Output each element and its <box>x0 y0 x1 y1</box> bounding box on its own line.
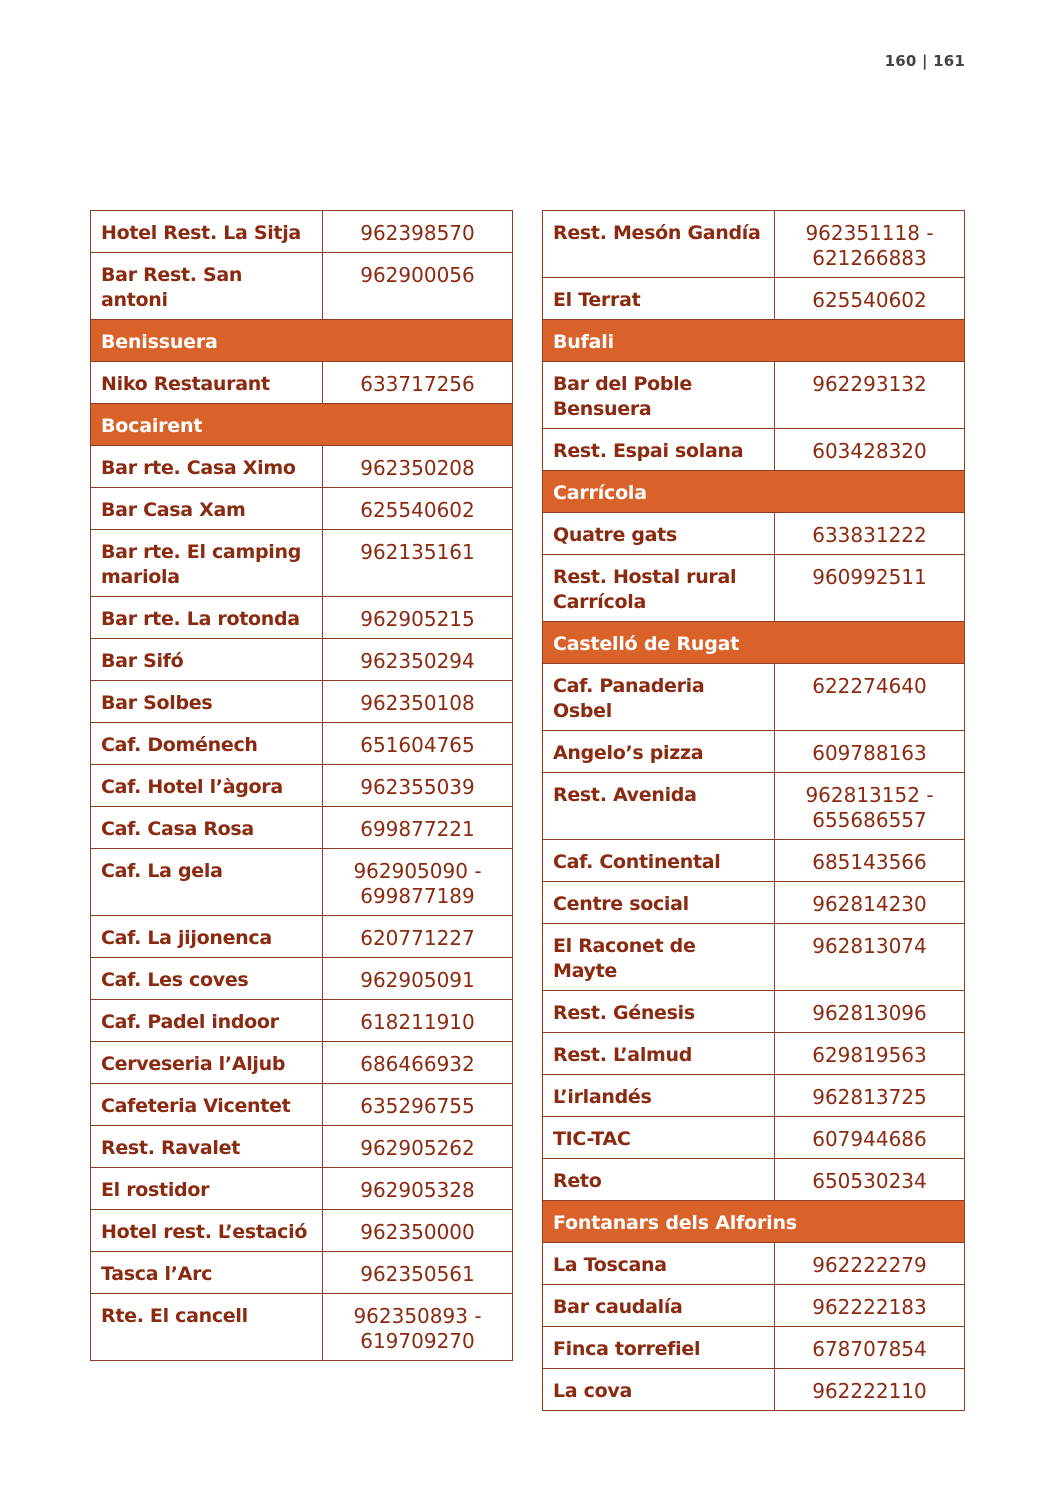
venue-phone: 962900056 <box>323 253 513 320</box>
venue-name: Rte. El cancell <box>91 1294 323 1361</box>
venue-phone: 603428320 <box>775 429 965 471</box>
table-row <box>91 446 513 488</box>
venue-name: Finca torrefiel <box>543 1327 775 1369</box>
venue-name: Caf. Panaderia Osbel <box>543 664 775 731</box>
venue-phone: 962813074 <box>775 924 965 991</box>
venue-name: Bar rte. Casa Ximo <box>91 446 323 488</box>
venue-phone: 962222110 <box>775 1369 965 1411</box>
table-row <box>543 513 965 555</box>
town-header: Castelló de Rugat <box>543 622 965 664</box>
venue-name: Rest. Génesis <box>543 991 775 1033</box>
table-row <box>543 278 965 320</box>
venue-phone: 962905090 - 699877189 <box>323 849 513 916</box>
page-number: 160 | 161 <box>884 52 965 70</box>
table-row <box>543 773 965 840</box>
venue-name: Cerveseria l’Aljub <box>91 1042 323 1084</box>
venue-phone: 962398570 <box>323 211 513 253</box>
town-header-row <box>543 1201 965 1243</box>
venue-phone: 962293132 <box>775 362 965 429</box>
venue-name: Bar Sifó <box>91 639 323 681</box>
table-row <box>543 1033 965 1075</box>
table-row <box>91 681 513 723</box>
venue-name: Rest. L’almud <box>543 1033 775 1075</box>
venue-name: La Toscana <box>543 1243 775 1285</box>
venue-phone: 629819563 <box>775 1033 965 1075</box>
venue-phone: 962222279 <box>775 1243 965 1285</box>
table-row <box>91 253 513 320</box>
venue-name: Tasca l’Arc <box>91 1252 323 1294</box>
venue-name: Caf. Continental <box>543 840 775 882</box>
venue-phone: 686466932 <box>323 1042 513 1084</box>
venue-phone: 625540602 <box>323 488 513 530</box>
table-row <box>91 597 513 639</box>
venue-name: Quatre gats <box>543 513 775 555</box>
table-row <box>91 362 513 404</box>
venue-name: Hotel Rest. La Sitja <box>91 211 323 253</box>
venue-phone: 651604765 <box>323 723 513 765</box>
venue-phone: 620771227 <box>323 916 513 958</box>
venue-name: La cova <box>543 1369 775 1411</box>
venue-phone: 962350000 <box>323 1210 513 1252</box>
venue-name: Rest. Espai solana <box>543 429 775 471</box>
venue-name: Caf. Padel indoor <box>91 1000 323 1042</box>
table-row <box>91 958 513 1000</box>
venue-phone: 962813152 - 655686557 <box>775 773 965 840</box>
town-header-row <box>543 622 965 664</box>
venue-phone: 962350294 <box>323 639 513 681</box>
town-header: Carrícola <box>543 471 965 513</box>
venue-phone: 607944686 <box>775 1117 965 1159</box>
venue-name: Bar rte. La rotonda <box>91 597 323 639</box>
town-header-row <box>91 320 513 362</box>
table-row <box>91 1084 513 1126</box>
venue-name: Rest. Mesón Gandía <box>543 211 775 278</box>
table-row <box>91 1042 513 1084</box>
table-row <box>91 488 513 530</box>
table-row <box>91 1252 513 1294</box>
table-row <box>91 807 513 849</box>
table-row <box>543 1117 965 1159</box>
table-row <box>91 1294 513 1361</box>
table-row <box>543 882 965 924</box>
table-row <box>543 991 965 1033</box>
table-row <box>543 211 965 278</box>
venue-name: TIC-TAC <box>543 1117 775 1159</box>
table-row <box>91 1126 513 1168</box>
table-row <box>91 849 513 916</box>
venue-phone: 962813096 <box>775 991 965 1033</box>
table-row <box>543 555 965 622</box>
venue-phone: 962905091 <box>323 958 513 1000</box>
venue-name: Bar rte. El camping mariola <box>91 530 323 597</box>
town-header: Bufali <box>543 320 965 362</box>
venue-name: El Raconet de Mayte <box>543 924 775 991</box>
table-row <box>543 1075 965 1117</box>
venue-name: Angelo’s pizza <box>543 731 775 773</box>
venue-phone: 609788163 <box>775 731 965 773</box>
town-header-row <box>543 471 965 513</box>
town-header: Benissuera <box>91 320 513 362</box>
venue-phone: 699877221 <box>323 807 513 849</box>
venue-name: Rest. Ravalet <box>91 1126 323 1168</box>
venue-phone: 962222183 <box>775 1285 965 1327</box>
venue-name: Bar Rest. San antoni <box>91 253 323 320</box>
venue-name: Caf. Doménech <box>91 723 323 765</box>
table-row <box>91 916 513 958</box>
table-row <box>543 1285 965 1327</box>
venue-phone: 635296755 <box>323 1084 513 1126</box>
venue-phone: 622274640 <box>775 664 965 731</box>
venue-phone: 962350208 <box>323 446 513 488</box>
venue-phone: 962351118 - 621266883 <box>775 211 965 278</box>
venue-name: El Terrat <box>543 278 775 320</box>
table-row <box>543 1159 965 1201</box>
venue-phone: 962905262 <box>323 1126 513 1168</box>
venue-phone: 962350108 <box>323 681 513 723</box>
table-row <box>543 362 965 429</box>
table-row <box>543 1243 965 1285</box>
venue-name: Caf. Les coves <box>91 958 323 1000</box>
venue-name: Niko Restaurant <box>91 362 323 404</box>
table-row <box>543 924 965 991</box>
venue-name: El rostidor <box>91 1168 323 1210</box>
table-row <box>91 1000 513 1042</box>
venue-phone: 960992511 <box>775 555 965 622</box>
venue-phone: 962350893 - 619709270 <box>323 1294 513 1361</box>
town-header-row <box>91 404 513 446</box>
venue-phone: 962905328 <box>323 1168 513 1210</box>
venue-phone: 962814230 <box>775 882 965 924</box>
table-row <box>91 723 513 765</box>
venue-name: Rest. Avenida <box>543 773 775 840</box>
venue-name: L’irlandés <box>543 1075 775 1117</box>
table-row <box>543 1369 965 1411</box>
venue-phone: 618211910 <box>323 1000 513 1042</box>
venue-phone: 678707854 <box>775 1327 965 1369</box>
table-row <box>91 530 513 597</box>
venue-name: Bar caudalía <box>543 1285 775 1327</box>
venue-phone: 962905215 <box>323 597 513 639</box>
venue-name: Bar Solbes <box>91 681 323 723</box>
table-row <box>91 765 513 807</box>
venue-name: Centre social <box>543 882 775 924</box>
venue-phone: 962355039 <box>323 765 513 807</box>
table-row <box>543 429 965 471</box>
venue-name: Cafeteria Vicentet <box>91 1084 323 1126</box>
venue-name: Caf. Hotel l’àgora <box>91 765 323 807</box>
venue-name: Bar Casa Xam <box>91 488 323 530</box>
town-header: Fontanars dels Alforins <box>543 1201 965 1243</box>
venue-phone: 962813725 <box>775 1075 965 1117</box>
venue-name: Bar del Poble Bensuera <box>543 362 775 429</box>
table-row <box>91 639 513 681</box>
town-header-row <box>543 320 965 362</box>
table-row <box>91 211 513 253</box>
town-header: Bocairent <box>91 404 513 446</box>
venue-phone: 962350561 <box>323 1252 513 1294</box>
table-row <box>543 840 965 882</box>
venue-name: Caf. La jijonenca <box>91 916 323 958</box>
venue-name: Hotel rest. L’estació <box>91 1210 323 1252</box>
venue-name: Caf. Casa Rosa <box>91 807 323 849</box>
venue-name: Rest. Hostal rural Carrícola <box>543 555 775 622</box>
table-row <box>91 1168 513 1210</box>
venue-phone: 633831222 <box>775 513 965 555</box>
table-row <box>91 1210 513 1252</box>
venue-name: Caf. La gela <box>91 849 323 916</box>
directory-table-right <box>542 210 965 1411</box>
venue-phone: 685143566 <box>775 840 965 882</box>
venue-phone: 650530234 <box>775 1159 965 1201</box>
table-row <box>543 1327 965 1369</box>
directory-table-left <box>90 210 513 1361</box>
table-row <box>543 731 965 773</box>
table-row <box>543 664 965 731</box>
venue-name: Reto <box>543 1159 775 1201</box>
venue-phone: 633717256 <box>323 362 513 404</box>
venue-phone: 625540602 <box>775 278 965 320</box>
venue-phone: 962135161 <box>323 530 513 597</box>
